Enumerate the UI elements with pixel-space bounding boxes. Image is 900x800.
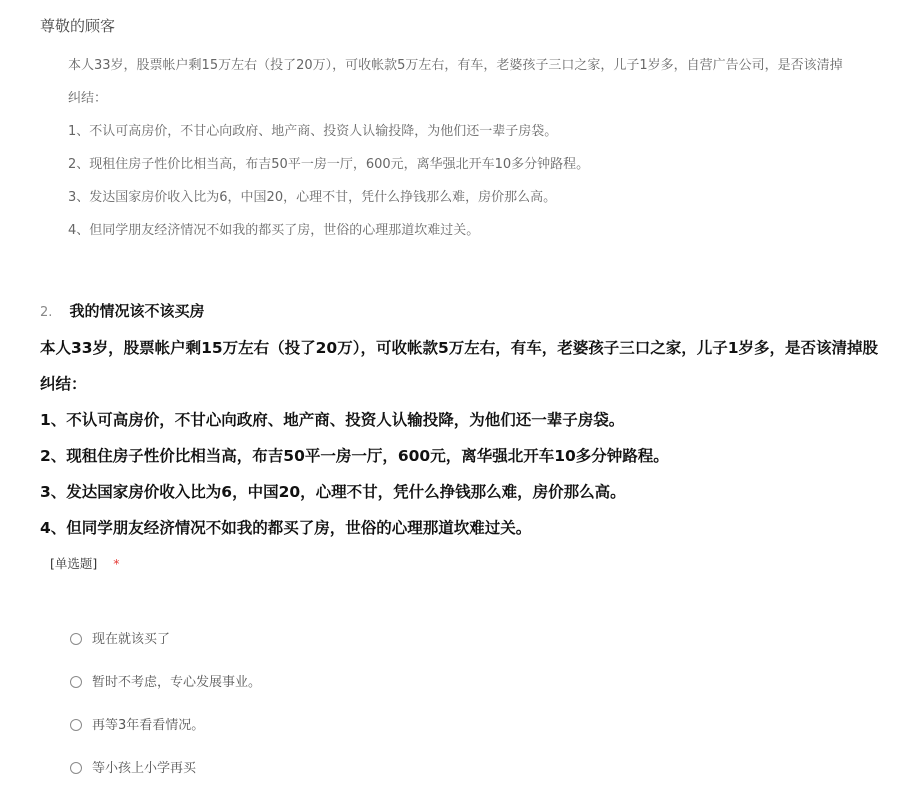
question-header — [40, 300, 205, 321]
question-description-line: 2、现租住房子性价比相当高，布吉50平一房一厅，600元，离华强北开车10多分钟路程。 — [40, 447, 669, 465]
question-description-line: 本人33岁，股票帐户剩15万左右（投了20万），可收帐款5万左右，有车，老婆孩子三口之家，儿子1岁多，是否该清掉股 — [40, 339, 879, 357]
radio-button[interactable] — [70, 719, 82, 731]
intro-line: 纠结： — [68, 91, 108, 106]
question-description-line: 纠结： — [40, 375, 87, 393]
question-type-label: [单选题] — [50, 556, 98, 571]
required-marker: * — [113, 556, 120, 571]
intro-line: 2、现租住房子性价比相当高，布吉50平一房一厅，600元，离华强北开车10多分钟路程。 — [68, 157, 590, 172]
question-number: 2. — [40, 305, 53, 320]
question-type — [50, 554, 120, 572]
option-buy-now[interactable] — [70, 622, 261, 665]
greeting-text: 尊敬的顾客 — [40, 17, 116, 35]
intro-line: 4、但同学朋友经济情况不如我的都买了房，世俗的心理那道坎难过关。 — [68, 223, 480, 238]
option-label[interactable]: 现在就该买了 — [92, 632, 171, 647]
option-label[interactable]: 暂时不考虑，专心发展事业。 — [92, 675, 262, 690]
answer-options — [70, 622, 261, 794]
option-wait-three-years[interactable] — [70, 708, 261, 751]
radio-button[interactable] — [70, 762, 82, 774]
option-focus-on-business[interactable] — [70, 665, 261, 708]
option-wait-for-primary-school[interactable] — [70, 751, 261, 794]
option-label[interactable]: 再等3年看看情况。 — [92, 718, 205, 733]
question-title: 我的情况该不该买房 — [69, 302, 205, 320]
question-description-line: 1、不认可高房价，不甘心向政府、地产商、投资人认输投降，为他们还一辈子房袋。 — [40, 411, 625, 429]
radio-button[interactable] — [70, 633, 82, 645]
option-label[interactable]: 等小孩上小学再买 — [92, 761, 197, 776]
intro-line: 3、发达国家房价收入比为6，中国20，心理不甘，凭什么挣钱那么难，房价那么高。 — [68, 190, 557, 205]
intro-line: 本人33岁，股票帐户剩15万左右（投了20万），可收帐款5万左右，有车，老婆孩子三口之家，儿子1岁多，自营广告公司，是否该清掉 — [68, 58, 843, 73]
radio-button[interactable] — [70, 676, 82, 688]
survey-intro — [68, 55, 900, 253]
question-description-line: 4、但同学朋友经济情况不如我的都买了房，世俗的心理那道坎难过关。 — [40, 519, 532, 537]
question-description-line: 3、发达国家房价收入比为6，中国20，心理不甘，凭什么挣钱那么难，房价那么高。 — [40, 483, 626, 501]
intro-line: 1、不认可高房价，不甘心向政府、地产商、投资人认输投降，为他们还一辈子房袋。 — [68, 124, 558, 139]
question-description — [40, 336, 900, 552]
